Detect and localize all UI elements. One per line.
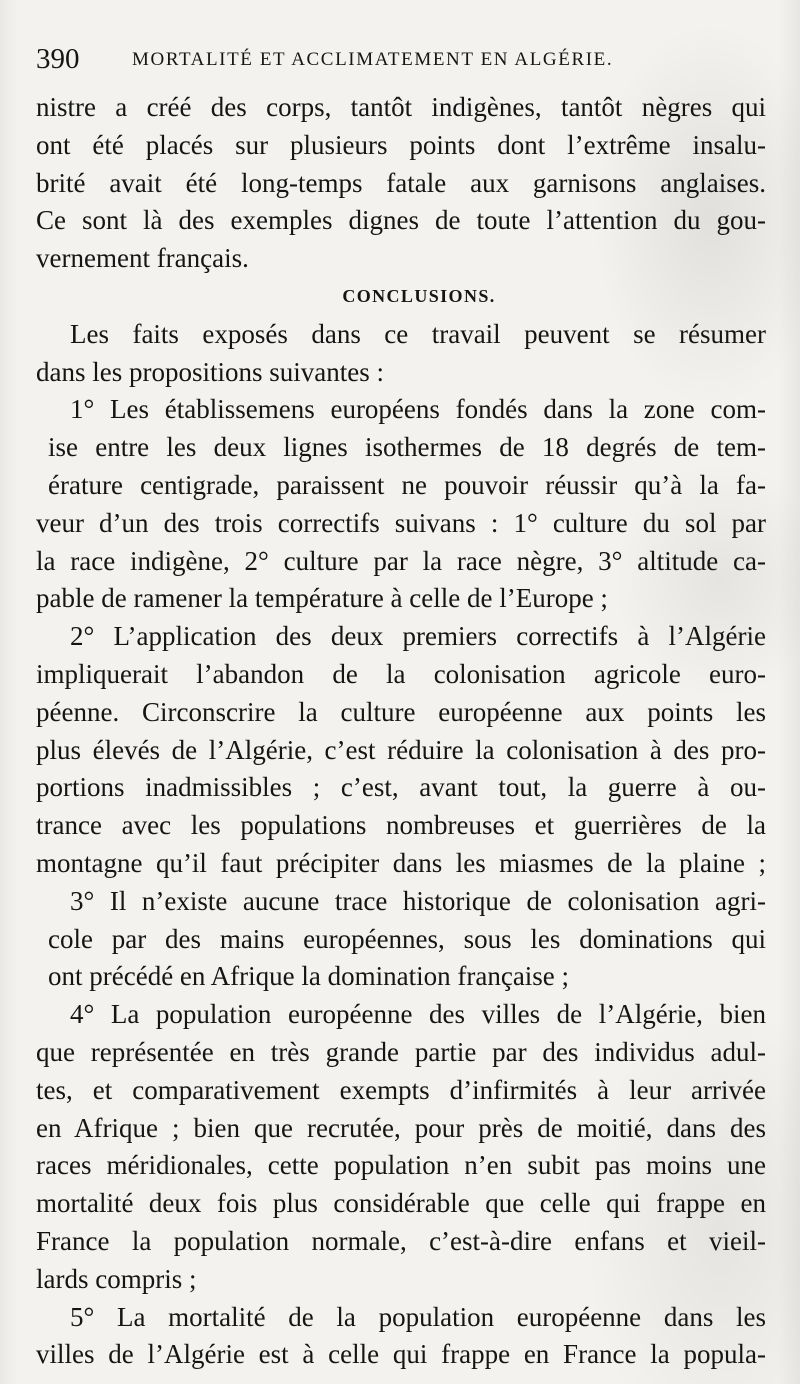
text-line: Les faits exposés dans ce travail peuvent se résumer [70,318,766,349]
text-line: lards compris ; [36,1263,197,1294]
text-line: cole par des mains européennes, sous les dominations qui [48,923,766,954]
text-line: 5° La mortalité de la population européenne dans les [70,1301,766,1332]
text-line: vernement français. [36,243,249,274]
text-line: dans les propositions suivantes : [36,356,384,387]
text-line: France la population normale, c’est-à-dire enfans et vieil- [36,1225,766,1256]
text-line: impliquerait l’abandon de la colonisation agricole euro- [36,658,766,689]
page-number: 390 [36,43,80,75]
text-line: 3° Il n’existe aucune trace historique de colonisation agri- [70,885,766,916]
text-line: portions inadmissibles ; c’est, avant tout, la guerre à ou- [36,772,766,803]
text-line: montagne qu’il faut précipiter dans les miasmes de la plaine ; [36,847,766,878]
text-line: que représentée en très grande partie par des individus adul- [36,1036,766,1067]
page-header [36,42,766,76]
text-line: ont été placés sur plusieurs points dont l’extrême insalu- [36,129,766,160]
text-line: ont précédé en Afrique la domination française ; [48,961,570,992]
text-line: péenne. Circonscrire la culture européenne aux points les [36,696,766,727]
running-head: MORTALITÉ ET ACCLIMATEMENT EN ALGÉRIE. [132,49,614,70]
text-line: 1° Les établissemens européens fondés dans la zone com- [70,394,766,425]
text-line: tes, et comparativement exempts d’infirmités à leur arrivée [36,1074,766,1105]
text-line: la race indigène, 2° culture par la race nègre, 3° altitude ca- [36,545,766,576]
text-line: trance avec les populations nombreuses et guerrières de la [36,810,766,841]
text-line: en Afrique ; bien que recrutée, pour près de moitié, dans des [36,1112,766,1143]
body-text [36,89,766,1374]
text-line: mortalité deux fois plus considérable que celle qui frappe en [36,1188,766,1219]
text-line: 2° L’application des deux premiers correctifs à l’Algérie [70,621,766,652]
text-line: nistre a créé des corps, tantôt indigènes, tantôt nègres qui [36,92,766,122]
text-line: veur d’un des trois correctifs suivans : 1° culture du sol par [36,507,766,538]
text-line: villes de l’Algérie est à celle qui frappe en France la popula- [36,1339,766,1370]
section-heading: CONCLUSIONS. [342,285,496,306]
text-line: pable de ramener la température à celle de l’Europe ; [36,583,608,614]
text-line: 4° La population européenne des villes de l’Algérie, bien [70,999,766,1030]
text-line: Ce sont là des exemples dignes de toute l’attention du gou- [36,205,766,236]
text-line: plus élevés de l’Algérie, c’est réduire la colonisation à des pro- [36,734,766,765]
text-line: brité avait été long-temps fatale aux garnisons anglaises. [36,167,766,198]
text-line: ise entre les deux lignes isothermes de 18 degrés de tem- [48,432,766,463]
text-line: races méridionales, cette population n’en subit pas moins une [36,1150,766,1181]
text-line: érature centigrade, paraissent ne pouvoir réussir qu’à la fa- [48,469,766,500]
